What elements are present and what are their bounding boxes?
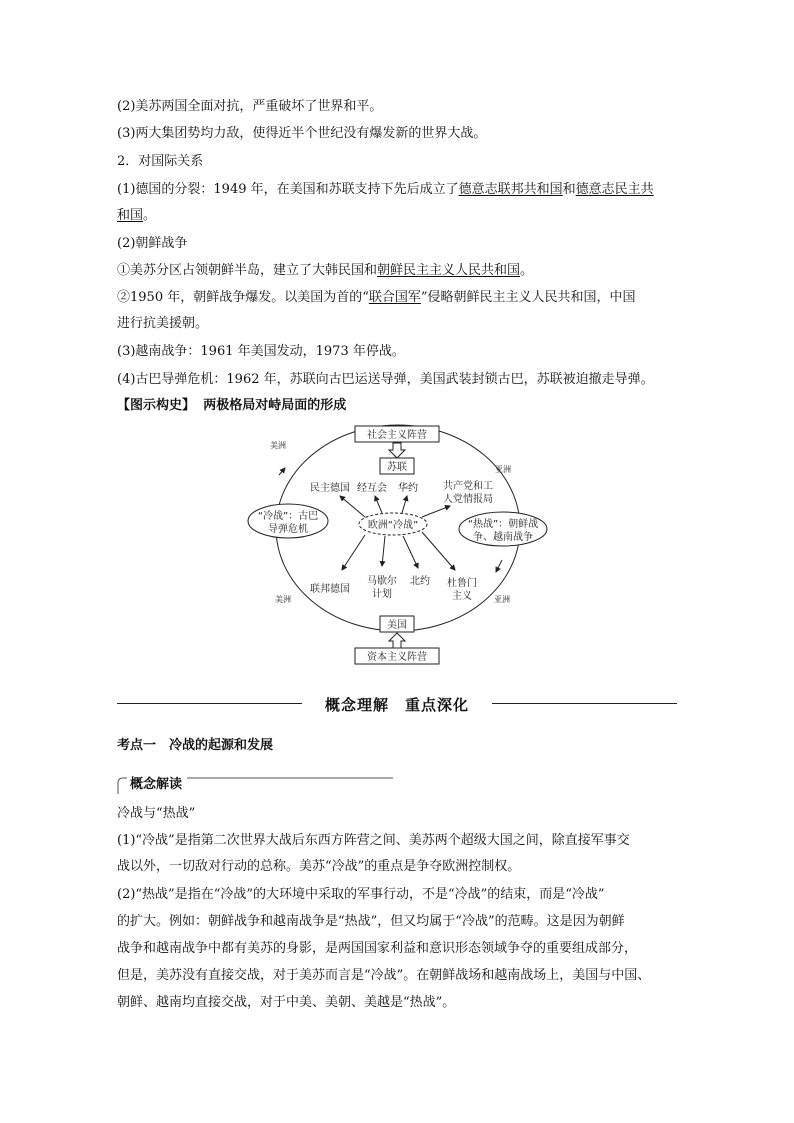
item-truman-1: 杜鲁门 — [447, 578, 477, 589]
text-line: (2)“热战”是指在“冷战”的大环境中采取的军事行动，不是“冷战”的结束，而是“冷战” — [117, 887, 605, 902]
concept-box-title: 概念解读 — [130, 777, 183, 792]
hot-war-label-1: “热战”：朝鲜战 — [467, 519, 539, 530]
text-line: (1)“冷战”是指第二次世界大战后东西方阵营之间、美苏两个超级大国之间，除直接军事交 — [117, 833, 630, 848]
arrow — [496, 560, 502, 572]
divider — [492, 703, 677, 704]
americas-label: 美洲 — [275, 595, 291, 604]
asia-label: 亚洲 — [495, 465, 511, 474]
cuba-crisis-label-1: “冷战”：古巴 — [257, 511, 319, 522]
text-line: (4)古巴导弹危机：1962 年，苏联向古巴运送导弹，美国武装封锁古巴，苏联被迫撤走导弹。 — [117, 372, 654, 387]
heading-international: 2．对国际关系 — [117, 154, 204, 169]
underlined-term: 德意志民主共 — [575, 182, 654, 197]
figure-title: 两极格局对峙局面的形成 — [203, 398, 347, 413]
figure-caption — [117, 397, 346, 415]
item-nato: 北约 — [410, 576, 430, 587]
text-line: 战以外，一切敌对行动的总称。美苏“冷战”的重点是争夺欧洲控制权。 — [117, 859, 521, 874]
item-marshall-2: 计划 — [372, 589, 392, 600]
arrow — [402, 496, 407, 513]
down-arrow — [389, 443, 405, 458]
text-line: 的扩大。例如：朝鲜战争和越南战争是“热战”，但又均属于“冷战”的范畴。这是因为朝鲜 — [117, 914, 625, 929]
text-span: ②1950 年，朝鲜战争爆发。以美国为首的“ — [117, 290, 369, 305]
text-line: 进行抗美援朝。 — [117, 316, 209, 331]
text-span: 和 — [562, 182, 576, 197]
text-line — [117, 207, 156, 225]
underlined-term: 和国 — [117, 208, 144, 223]
up-arrow — [389, 633, 405, 648]
section-title: 概念理解 重点深化 — [324, 696, 469, 714]
bipolar-diagram — [230, 420, 560, 670]
underlined-term: 朝鲜民主主义人民共和国 — [377, 263, 521, 278]
item-frg: 联邦德国 — [310, 584, 350, 595]
hot-war-label-2: 争、越南战争 — [473, 532, 533, 543]
socialist-camp-label: 社会主义阵营 — [367, 430, 427, 441]
arrow — [382, 536, 385, 566]
arrow — [422, 506, 450, 517]
arrow — [375, 496, 382, 513]
divider — [117, 703, 302, 704]
text-line — [117, 181, 654, 199]
text-line — [117, 262, 533, 280]
text-span: (1)德国的分裂：1949 年，在美国和苏联支持下先后成立了 — [117, 182, 459, 197]
text-span: ”侵略朝鲜民主主义人民共和国，中国 — [420, 290, 636, 305]
text-line: 但是，美苏没有直接交战，对于美苏而言是“冷战”。在朝鲜战场和越南战场上，美国与中国、 — [117, 968, 651, 983]
arrow — [342, 535, 365, 570]
ussr-label: 苏联 — [387, 462, 407, 473]
arrow — [340, 496, 365, 517]
figure-tag: 【图示构史】 — [117, 398, 196, 413]
cuba-crisis-label-2: 导弹危机 — [268, 524, 308, 535]
text-span: ①美苏分区占领朝鲜半岛，建立了大韩民国和 — [117, 263, 378, 278]
underlined-term: 联合国军 — [368, 290, 421, 305]
arrow — [403, 536, 418, 568]
item-marshall-1: 马歇尔 — [367, 576, 397, 587]
text-line: (2)美苏两国全面对抗，严重破坏了世界和平。 — [117, 99, 383, 114]
item-warsaw-pact: 华约 — [398, 483, 418, 494]
text-span: 。 — [520, 263, 534, 278]
item-cominform-2: 人党情报局 — [443, 494, 493, 505]
text-line: 朝鲜、越南均直接交战，对于中美、美朝、美越是“热战”。 — [117, 995, 456, 1010]
underlined-term: 德意志联邦共和国 — [458, 182, 563, 197]
text-line: (3)两大集团势均力敌，使得近半个世纪没有爆发新的世界大战。 — [117, 126, 487, 141]
asia-label: 亚洲 — [494, 595, 510, 604]
arrow — [279, 468, 285, 475]
europe-coldwar-label: 欧洲“冷战” — [367, 520, 419, 531]
point-heading: 考点一 冷战的起源和发展 — [117, 738, 274, 753]
text-span: 。 — [143, 208, 157, 223]
item-comecon: 经互会 — [357, 483, 387, 494]
usa-label: 美国 — [387, 620, 407, 631]
text-line — [117, 289, 636, 307]
item-truman-2: 主义 — [452, 591, 472, 602]
arrow — [422, 532, 455, 570]
concept-box-frame — [117, 773, 677, 795]
item-cominform-1: 共产党和工 — [443, 481, 493, 492]
text-line: 战争和越南战争中都有美苏的身影，是两国国家利益和意识形态领域争夺的重要组成部分， — [117, 941, 638, 956]
text-line: (3)越南战争：1961 年美国发动，1973 年停战。 — [117, 344, 405, 359]
heading-korea: (2)朝鲜战争 — [117, 236, 188, 251]
capitalist-camp-label: 资本主义阵营 — [367, 652, 427, 663]
subheading: 冷战与“热战” — [117, 806, 196, 821]
americas-label: 美洲 — [270, 441, 286, 450]
item-gdr: 民主德国 — [310, 483, 350, 494]
